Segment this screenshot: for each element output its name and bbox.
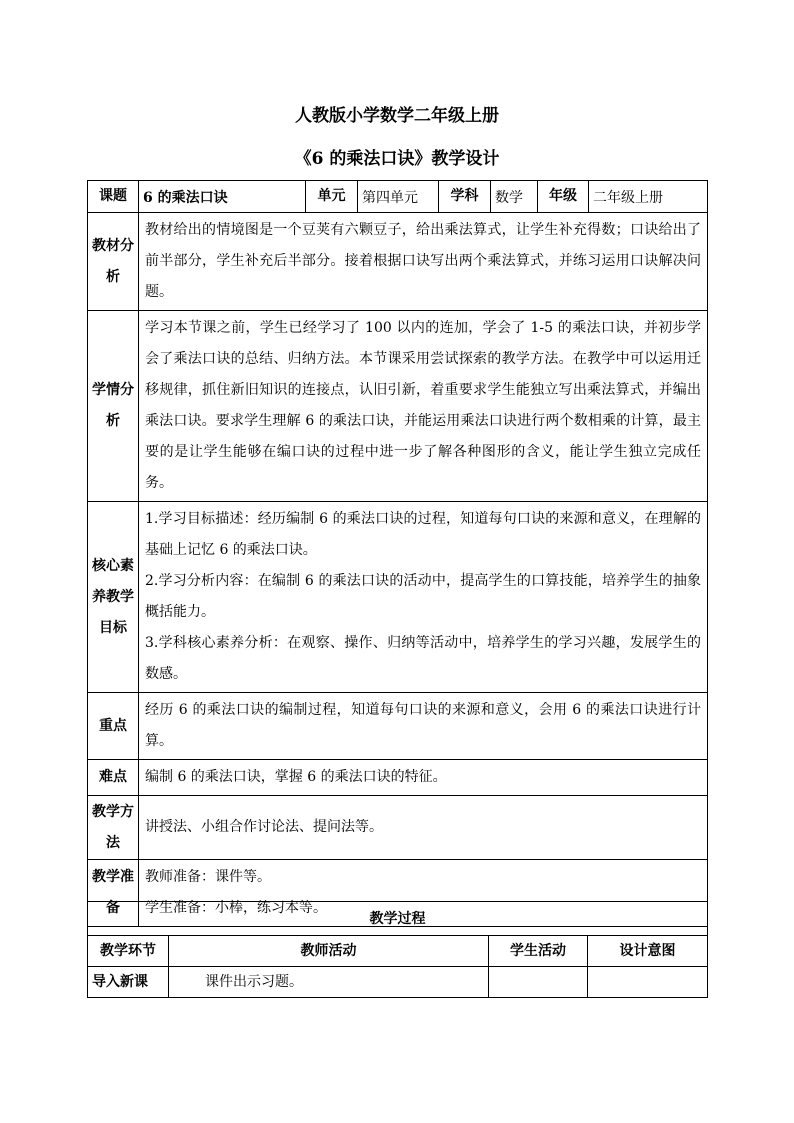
textbook-analysis-label: 教材分析 <box>88 213 139 311</box>
objective-item-3: 3.学科核心素养分析：在观察、操作、归纳等活动中，培养学生的学习兴趣，发展学生的数感。 <box>145 635 701 682</box>
teacher-preparation: 教师准备：课件等。 <box>145 869 271 885</box>
student-analysis-label: 学情分析 <box>88 311 139 502</box>
subject-label: 学科 <box>439 181 491 213</box>
column-header-student-activity: 学生活动 <box>489 936 588 967</box>
column-header-design-intent: 设计意图 <box>588 936 708 967</box>
teacher-activity-cell: 课件出示习题。 <box>169 967 489 998</box>
key-point-row <box>88 693 708 760</box>
key-point-label: 重点 <box>88 693 139 760</box>
unit-label: 单元 <box>306 181 358 213</box>
textbook-analysis-text: 教材给出的情境图是一个豆荚有六颗豆子，给出乘法算式，让学生补充得数；口诀给出了前半部分，学生补充后半部分。接着根据口诀写出两个乘法算式，并练习运用口诀解决问题。 <box>139 213 708 311</box>
stage-cell: 导入新课 <box>88 967 169 998</box>
textbook-analysis-row <box>88 213 708 311</box>
key-point-text: 经历 6 的乘法口诀的编制过程，知道每句口诀的来源和意义，会用 6 的乘法口诀进行计算。 <box>139 693 708 760</box>
core-literacy-content <box>139 502 708 693</box>
info-row <box>88 181 708 213</box>
objective-item-2: 2.学习分析内容：在编制 6 的乘法口诀的活动中，提高学生的口算技能，培养学生的抽象概括能力。 <box>145 573 701 620</box>
difficulty-row <box>88 760 708 796</box>
student-preparation: 学生准备：小棒，练习本等。 <box>145 900 327 916</box>
core-literacy-label: 核心素养教学目标 <box>88 502 139 693</box>
student-analysis-row <box>88 311 708 502</box>
table-row <box>88 967 708 998</box>
column-header-teacher-activity: 教师活动 <box>169 936 489 967</box>
difficulty-text: 编制 6 的乘法口诀，掌握 6 的乘法口诀的特征。 <box>139 760 708 796</box>
column-header-stage: 教学环节 <box>88 936 169 967</box>
process-header-row <box>88 936 708 967</box>
topic-value: 6 的乘法口诀 <box>139 181 306 213</box>
design-intent-cell <box>588 967 708 998</box>
student-activity-cell <box>489 967 588 998</box>
objective-item-1: 1.学习目标描述：经历编制 6 的乘法口诀的过程，知道每句口诀的来源和意义，在理解的基础上记忆 6 的乘法口诀。 <box>145 511 701 558</box>
teaching-method-label: 教学方法 <box>88 796 139 860</box>
grade-value: 二年级上册 <box>589 181 708 213</box>
student-analysis-text: 学习本节课之前，学生已经学习了 100 以内的连加，学会了 1-5 的乘法口诀，并初步学会了乘法口诀的总结、归纳方法。本节课采用尝试探索的教学方法。在教学中可以运用迁移规律，抓住新旧知识的连接点，认旧引新，着重要求学生能独立写出乘法算式，并编出乘法口诀。要求学生理解 6 的乘法口诀，并能运用乘法口诀进行两个数相乘的计算，最主要的是让学生能够在编口诀的过程中进一步了解各种图形的含义，能让学生独立完成任务。 <box>139 311 708 502</box>
grade-label: 年级 <box>538 181 589 213</box>
unit-value: 第四单元 <box>358 181 439 213</box>
teaching-method-text: 讲授法、小组合作讨论法、提问法等。 <box>139 796 708 860</box>
teaching-process-table <box>87 901 708 998</box>
topic-label: 课题 <box>88 181 139 213</box>
difficulty-label: 难点 <box>88 760 139 796</box>
core-literacy-row <box>88 502 708 693</box>
page-title: 人教版小学数学二年级上册 <box>295 106 499 126</box>
subject-value: 数学 <box>491 181 538 213</box>
lesson-plan-table <box>87 180 708 927</box>
process-title: 教学过程 <box>88 902 708 936</box>
preparation-label: 教学准备 <box>88 860 139 927</box>
teaching-method-row <box>88 796 708 860</box>
document-title: 《6 的乘法口诀》教学设计 <box>294 149 500 169</box>
